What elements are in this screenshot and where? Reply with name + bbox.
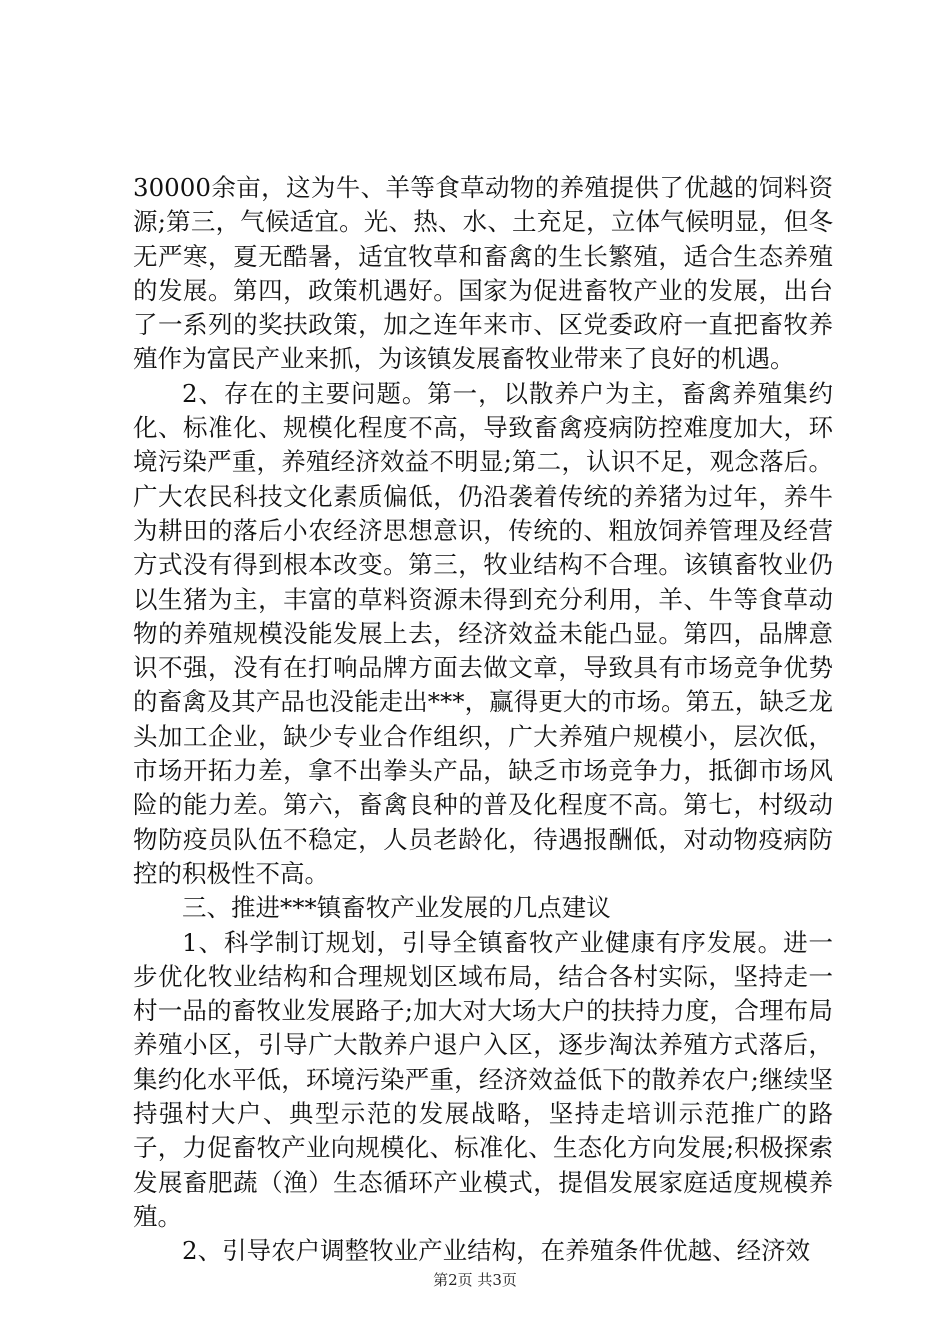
paragraph-main-problems: 2、存在的主要问题。第一，以散养户为主，畜禽养殖集约化、标准化、规模化程度不高，导致畜禽疫病防控难度加大，环境污染严重，养殖经济效益不明显;第二，认识不足，观念落后。广大农民科技文化素质偏低，仍沿袭着传统的养猪为过年，养牛为耕田的落后小农经济思想意识，传统的、粗放饲养管理及经营方式没有得到根本改变。第三，牧业结构不合理。该镇畜牧业仍以生猪为主，丰富的草料资源未得到充分利用，羊、牛等食草动物的养殖规模没能发展上去，经济效益未能凸显。第四，品牌意识不强，没有在打响品牌方面去做文章，导致具有市场竞争优势的畜禽及其产品也没能走出***，赢得更大的市场。第五，缺乏龙头加工企业，缺少专业合作组织，广大养殖户规模小，层次低，市场开拓力差，拿不出拳头产品，缺乏市场竞争力，抵御市场风险的能力差。第六，畜禽良种的普及化程度不高。第七，村级动物防疫员队伍不稳定，人员老龄化，待遇报酬低，对动物疫病防控的积极性不高。 xyxy=(133,378,833,888)
paragraph-suggestion-2: 2、引导农户调整牧业产业结构，在养殖条件优越、经济效 xyxy=(182,1236,811,1266)
paragraph-suggestion-1: 1、科学制订规划，引导全镇畜牧产业健康有序发展。进一步优化牧业结构和合理规划区域布局，结合各村实际，坚持走一村一品的畜牧业发展路子;加大对大场大户的扶持力度，合理布局养殖小区，引导广大散养户退户入区，逐步淘汰养殖方式落后，集约化水平低，环境污染严重，经济效益低下的散养农户;继续坚持强村大户、典型示范的发展战略，坚持走培训示范推广的路子，力促畜牧产业向规模化、标准化、生态化方向发展;积极探索发展畜肥蔬（渔）生态循环产业模式，提倡发展家庭适度规模养殖。 xyxy=(133,927,833,1231)
document-body xyxy=(133,171,833,1269)
section-heading-suggestions: 三、推进***镇畜牧产业发展的几点建议 xyxy=(182,893,611,923)
paragraph-resources-climate-policy: 30000余亩，这为牛、羊等食草动物的养殖提供了优越的饲料资源;第三，气候适宜。光、热、水、土充足，立体气候明显，但冬无严寒，夏无酷暑，适宜牧草和畜禽的生长繁殖，适合生态养殖的发展。第四，政策机遇好。国家为促进畜牧产业的发展，出台了一系列的奖扶政策，加之连年来市、区党委政府一直把畜牧养殖作为富民产业来抓，为该镇发展畜牧业带来了良好的机遇。 xyxy=(133,173,833,374)
page-footer: 第2页 共3页 xyxy=(433,1271,517,1289)
